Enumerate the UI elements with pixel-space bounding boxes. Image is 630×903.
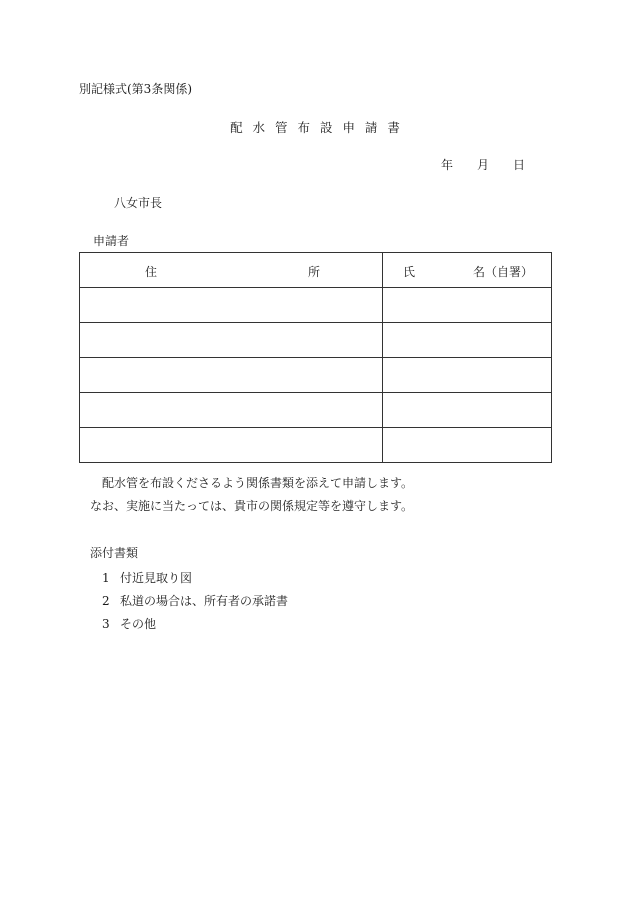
statement-line-2: なお、実施に当たっては、貴市の関係規定等を遵守します。 — [90, 499, 414, 513]
statement-line-1: 配水管を布設くださるよう関係書類を添えて申請します。 — [102, 476, 414, 490]
form-note: 別記様式(第3条関係) — [79, 82, 192, 96]
address-cell[interactable] — [80, 393, 383, 428]
attachment-item — [102, 592, 288, 609]
name-header-right: 名（自署） — [473, 265, 534, 279]
table-row — [80, 323, 552, 358]
date-line — [441, 156, 525, 173]
attachment-number: 2 — [102, 594, 110, 608]
name-cell[interactable] — [383, 323, 552, 358]
table-row — [80, 393, 552, 428]
addressee: 八女市長 — [114, 196, 163, 210]
table-row — [80, 428, 552, 463]
address-header-left: 住 — [145, 265, 158, 279]
address-cell[interactable] — [80, 428, 383, 463]
document-title: 配 水 管 布 設 申 請 書 — [230, 120, 400, 135]
attachment-text: 私道の場合は、所有者の承諾書 — [120, 594, 289, 608]
name-cell[interactable] — [383, 393, 552, 428]
name-cell[interactable] — [383, 288, 552, 323]
address-header-right: 所 — [308, 265, 321, 279]
attachment-number: 1 — [102, 571, 110, 585]
name-cell[interactable] — [383, 358, 552, 393]
address-cell[interactable] — [80, 358, 383, 393]
attachment-item — [102, 615, 156, 632]
date-year-label: 年 — [441, 158, 454, 172]
date-day-label: 日 — [513, 158, 526, 172]
name-header — [383, 253, 552, 288]
attachment-number: 3 — [102, 617, 110, 631]
table-header-row — [80, 253, 552, 288]
name-header-left: 氏 — [403, 265, 416, 279]
name-cell[interactable] — [383, 428, 552, 463]
attachments-title: 添付書類 — [90, 546, 139, 560]
address-cell[interactable] — [80, 288, 383, 323]
attachment-text: 付近見取り図 — [120, 571, 193, 585]
address-header — [80, 253, 383, 288]
attachment-text: その他 — [120, 617, 157, 631]
address-cell[interactable] — [80, 323, 383, 358]
applicant-table — [79, 252, 552, 463]
attachment-item — [102, 569, 192, 586]
table-row — [80, 288, 552, 323]
date-month-label: 月 — [477, 158, 490, 172]
applicant-label: 申請者 — [93, 234, 130, 248]
table-row — [80, 358, 552, 393]
